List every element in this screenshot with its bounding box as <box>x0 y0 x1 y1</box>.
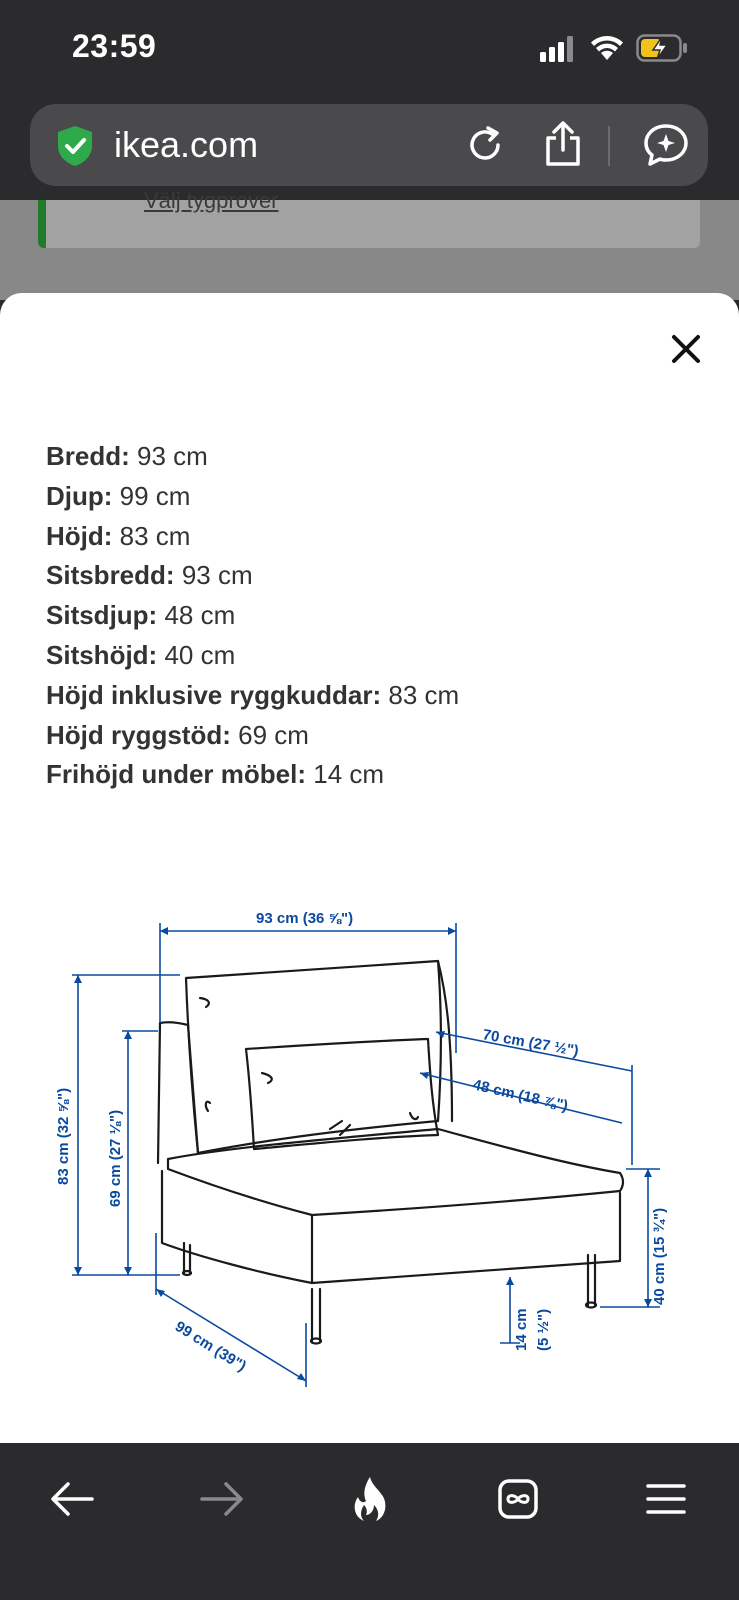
toolbar-divider <box>608 126 610 166</box>
battery-charging-icon <box>636 34 688 62</box>
spec-label: Sitsbredd: <box>46 560 175 591</box>
spec-row-width <box>46 437 706 477</box>
cellular-signal-icon <box>540 36 576 62</box>
browser-toolbar <box>0 1443 739 1600</box>
menu-icon[interactable] <box>638 1471 694 1527</box>
spec-value: 83 cm <box>119 520 191 551</box>
status-time: 23:59 <box>72 28 157 64</box>
flame-icon[interactable] <box>342 1471 398 1527</box>
spec-value: 14 cm <box>313 759 385 790</box>
address-bar[interactable] <box>30 104 708 186</box>
spec-row-seat-depth <box>46 596 706 636</box>
spec-value: 99 cm <box>119 480 191 511</box>
spec-label: Frihöjd under möbel: <box>46 759 306 790</box>
close-icon[interactable] <box>666 329 706 369</box>
url-text[interactable]: ikea.com <box>114 124 259 165</box>
secure-shield-icon <box>54 124 96 168</box>
dimmed-info-card <box>38 188 700 248</box>
ai-chat-icon[interactable] <box>642 122 690 168</box>
status-bar <box>0 0 739 100</box>
share-icon[interactable] <box>542 120 584 168</box>
spec-label: Bredd: <box>46 441 130 471</box>
spec-value: 93 cm <box>181 560 253 591</box>
dim-label-clearance-cm: 14 cm <box>513 1308 530 1351</box>
dim-label-seat-height: 40 cm (15 ¾") <box>651 1207 668 1305</box>
dim-label-height: 83 cm (32 ⅝") <box>55 1087 72 1185</box>
dim-label-depth: 99 cm (39") <box>171 1317 250 1376</box>
dim-label-clearance-in: (5 ½") <box>535 1308 552 1351</box>
spec-label: Höjd: <box>46 520 113 551</box>
measurements-sheet <box>0 293 739 1443</box>
dim-label-arm-depth: 70 cm (27 ½") <box>481 1026 580 1060</box>
spec-label: Djup: <box>46 480 113 511</box>
tabs-infinity-icon[interactable] <box>490 1471 546 1527</box>
dimension-drawing <box>50 903 690 1413</box>
spec-value: 69 cm <box>238 719 309 750</box>
reload-icon[interactable] <box>464 124 506 166</box>
spec-value: 48 cm <box>164 600 236 631</box>
dim-label-seat-depth: 48 cm (18 ⅞") <box>471 1076 570 1115</box>
spec-label: Höjd inklusive ryggkuddar: <box>46 679 382 710</box>
spec-value: 83 cm <box>388 679 460 710</box>
spec-label: Sitshöjd: <box>46 639 158 670</box>
dimensions-list <box>46 437 706 795</box>
spec-label: Höjd ryggstöd: <box>46 719 231 750</box>
back-arrow-icon[interactable] <box>44 1471 100 1527</box>
spec-label: Sitsdjup: <box>46 600 158 631</box>
spec-row-backrest-height <box>46 716 706 756</box>
spec-value: 93 cm <box>137 441 208 471</box>
spec-row-depth <box>46 477 706 517</box>
spec-row-height <box>46 517 706 557</box>
spec-row-clearance <box>46 755 706 795</box>
spec-row-seat-width <box>46 556 706 596</box>
spec-row-seat-height <box>46 636 706 676</box>
dim-label-width: 93 cm (36 ⅝") <box>256 910 354 927</box>
spec-value: 40 cm <box>164 639 236 670</box>
wifi-icon <box>590 34 624 62</box>
spec-row-height-with-cushions <box>46 676 706 716</box>
dim-label-back-height: 69 cm (27 ⅛") <box>107 1109 124 1207</box>
forward-arrow-icon[interactable] <box>194 1471 250 1527</box>
fabric-samples-link: Välj tygprover <box>144 188 279 213</box>
